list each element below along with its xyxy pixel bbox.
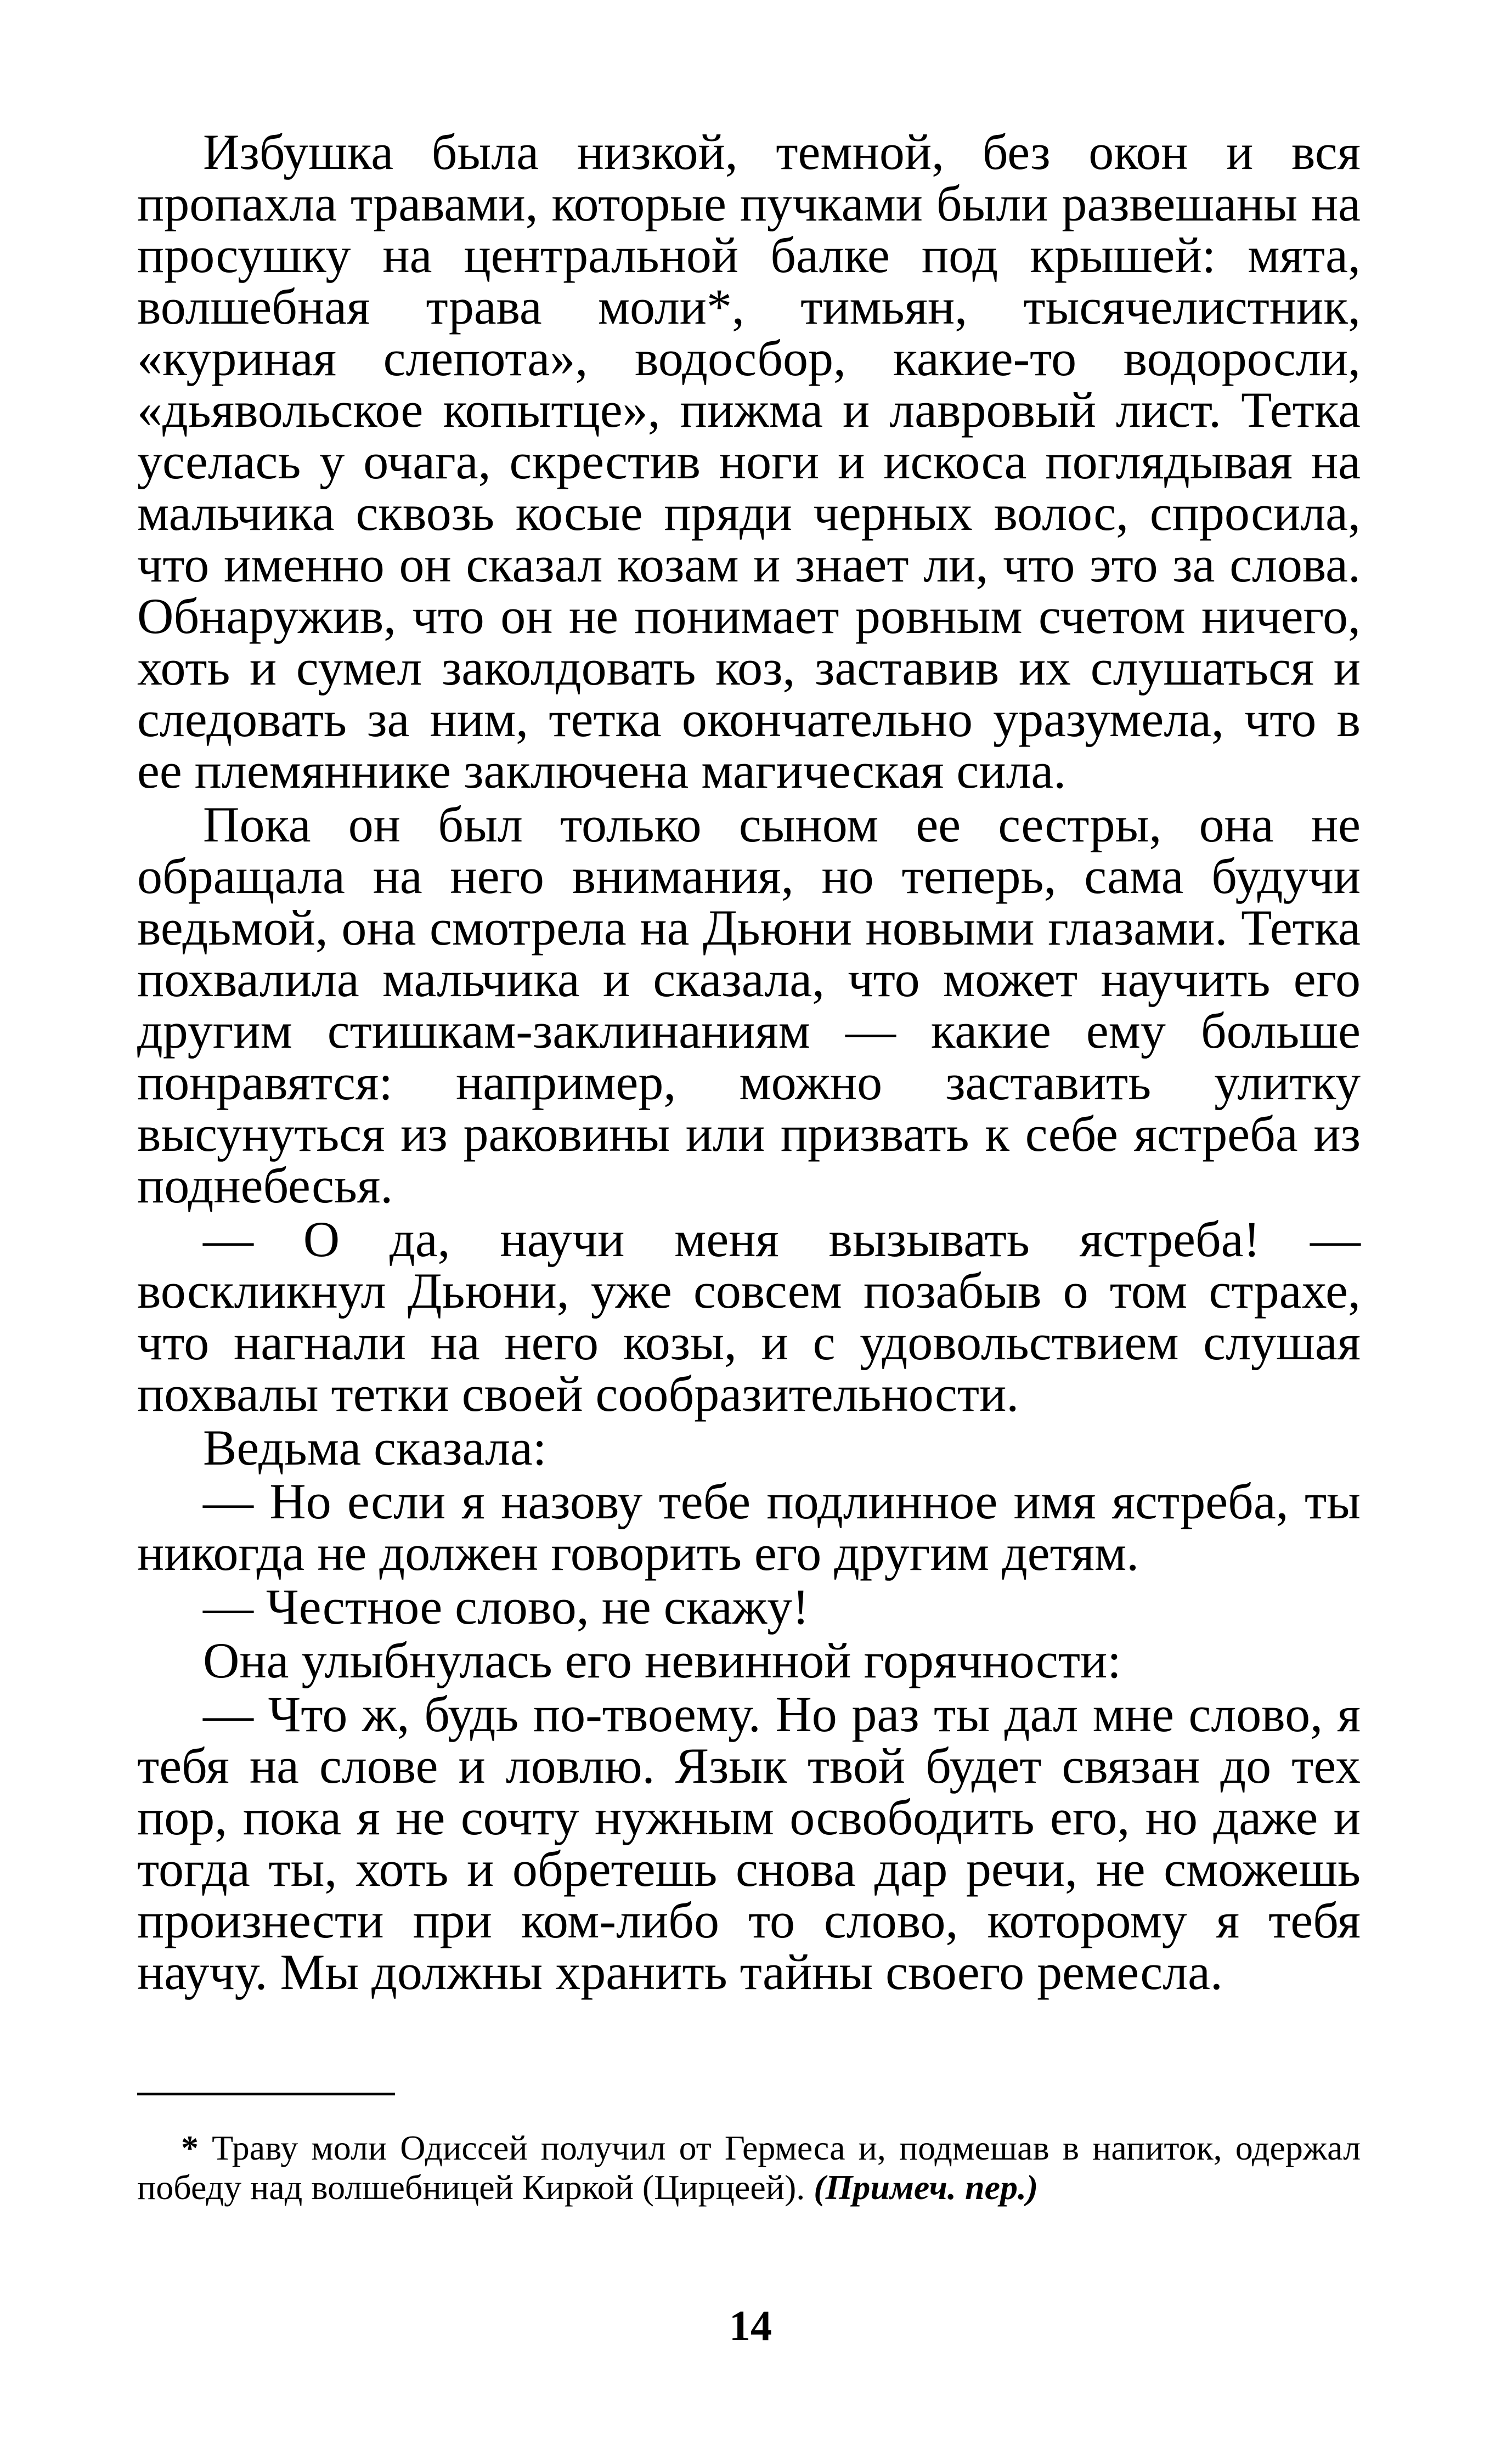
paragraph: — О да, научи меня вызывать ястреба! — воскликнул Дьюни, уже совсем позабыв о том страхе, что нагнали на него козы, и с удовольствием слушая похвалы тетки своей сообразительности. (137, 1211, 1361, 1422)
paragraph: Ведьма сказала: (203, 1420, 547, 1476)
page-body (137, 126, 1361, 2000)
footnote-label: (Примеч. пер.) (814, 2168, 1039, 2207)
paragraph: Пока он был только сыном ее сестры, она не обращала на него внимания, но теперь, сама будучи ведьмой, она смотрела на Дьюни новыми глазами. Тетка похвалила мальчика и сказала, что может научить его другим стишкам-заклинаниям — какие ему больше понравятся: например, можно заставить улитку высунуться из раковины или призвать к себе ястреба из поднебесья. (137, 796, 1361, 1213)
paragraph: — Что ж, будь по-твоему. Но раз ты дал мне слово, я тебя на слове и ловлю. Язык твой будет связан до тех пор, пока я не сочту нужным освободить его, но даже и тогда ты, хоть и обретешь снова дар речи, не сможешь произнести при ком-либо то слово, которому я тебя научу. Мы должны хранить тайны своего ремесла. (137, 1686, 1361, 2000)
paragraph: — Честное слово, не скажу! (203, 1579, 809, 1635)
footnote (137, 2128, 1361, 2207)
footnote-divider (137, 2093, 395, 2095)
page-number: 14 (729, 2302, 772, 2349)
footnote-mark: * (181, 2128, 199, 2167)
paragraph: Она улыбнулась его невинной горячности: (203, 1632, 1121, 1688)
paragraph: — Но если я назову тебе подлинное имя ястреба, ты никогда не должен говорить его другим детям. (137, 1473, 1361, 1581)
paragraph: Избушка была низкой, темной, без окон и вся пропахла травами, которые пучками были развешаны на просушку на центральной балке под крышей: мята, волшебная трава моли*, тимьян, тысячелистник, «куриная слепота», водосбор, какие-то водоросли, «дьявольское копытце», пижма и лавровый лист. Тетка уселась у очага, скрестив ноги и искоса поглядывая на мальчика сквозь косые пряди черных волос, спросила, что именно он сказал козам и знает ли, что это за слова. Обнаружив, что он не понимает ровным счетом ничего, хоть и сумел заколдовать коз, заставив их слушаться и следовать за ним, тетка окончательно уразумела, что в ее племяннике заключена магическая сила. (137, 124, 1361, 799)
footnote-text: Траву моли Одиссей получил от Гермеса и, подмешав в напиток, одержал победу над волшебницей Киркой (Цирцеей). (137, 2128, 1361, 2207)
